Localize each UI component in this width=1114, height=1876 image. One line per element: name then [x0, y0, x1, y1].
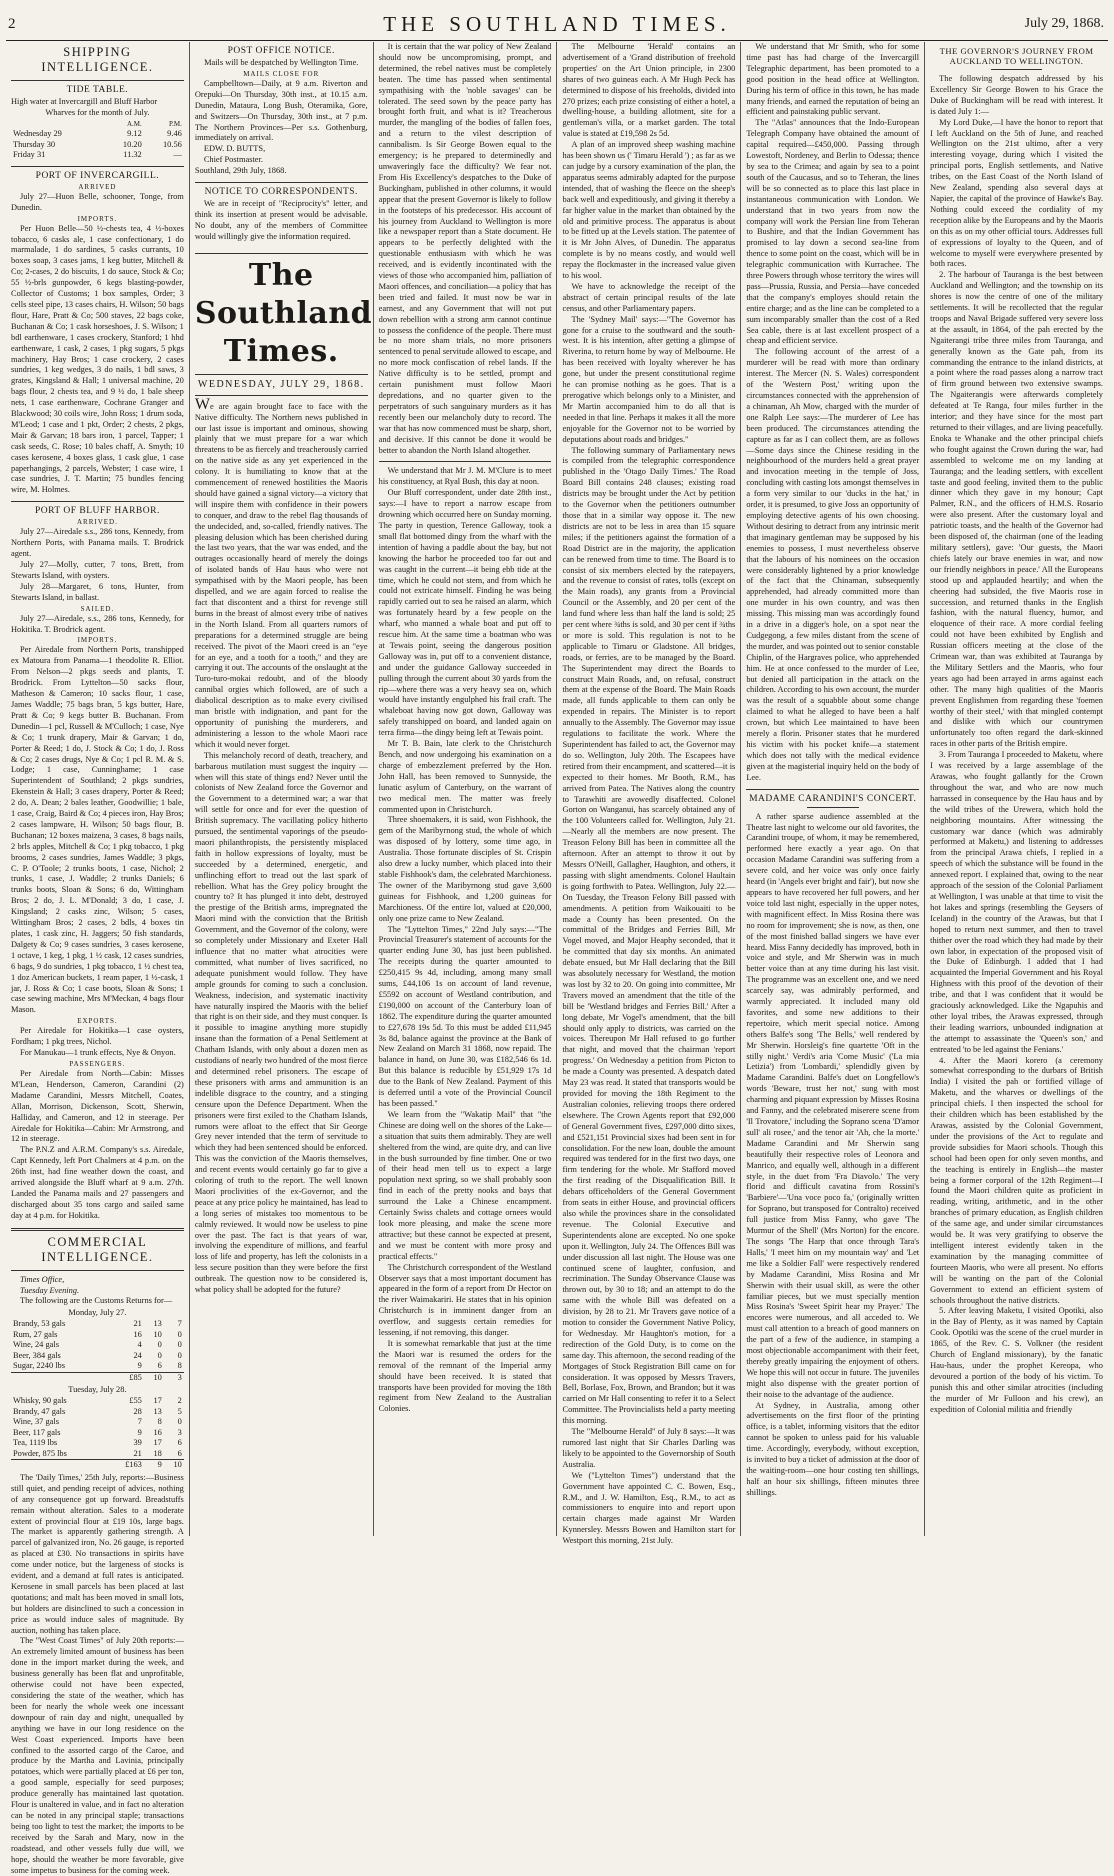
customs-item: Sugar, 2240 lbs — [13, 1361, 66, 1371]
commercial-heading: COMMERCIAL INTELLIGENCE. — [41, 1234, 154, 1264]
customs-pounds: 16 — [133, 1329, 142, 1339]
columns — [6, 42, 1108, 1875]
customs-row — [11, 1428, 184, 1439]
correspondents-heading: NOTICE TO CORRESPONDENTS. — [204, 187, 358, 198]
news-paragraph: The "Atlas" announces that the Indo-European Telegraph Company have obtained the amount of capital required—£450,000. Passing through Lowestoft, Nordeney, and Berlin to Odessa; thence by sea to the Crimea; and again by sea to a point south of the Caucasus, and so to Teheran, the lines will be so connected as to place this last place in instantaneous communication with London. We understand that in two years from now the company will work the Persian line from Teheran to Bushire, and that the Indian Government has promised to lay down a second sea-line from thence to some point on the coast, which will be in telegraphic communication with Kurrachee. The three Powers through whose territory the wires will pass—Prussia, Russia, and Persia—have conceded that the company's employes should retain the entire charge; and as the line can be completed to a sum incomparably smaller than the cost of a Red Sea cable, there is at last excellent prospect of a cheap and efficient service. — [746, 118, 920, 346]
divider — [991, 69, 1043, 70]
news-paragraph: The "Lyttelton Times," 22nd July says:—"The Provincial Treasurer's statement of accounts for the quarter ending June 30, has just been published. The receipts during the quarter amounted to £250,415 9s 4d, including, among many small sums, £44,106 1s on account of land revenue, £5592 on account of Westland contribution, and £190,000 on account of the Canterbury loan of 1862. The expenditure during the quarter amounted to £27,678 19s 5d. To this must be added £11,945 3s 8d, balance against the province at the Bank of New Zealand on March 31 1868, now repaid. The balance in hand, on June 30, was £182,546 6s 1d. But this balance is reducible by £51,929 17s 1d due to the Bank of New Zealand. Payment of this is deferred until a vote of the Provincial Council has been passed." — [378, 924, 552, 1108]
customs-row — [11, 1319, 184, 1330]
customs-row — [11, 1396, 184, 1407]
editorial-paragraph: We are again brought face to face with the Native difficulty. The Northern news published in our last issue is important and ominous, showing plainly that we must prepare for a war which threatens to be as fiercely and treacherously carried on the native side as any yet experienced in the colony. It is humiliating to know that at the commencement of renewed hostilities the Maoris should have gained a signal victory—a victory that will inspire them with confidence in their powers to conquer, and draw to the rebel flag thousands of the undecided, and, so-called, friendly natives. The pleasing delusion which has been cherished during the last two years, that the war was ended, and the outrages occasionally heard of merely the doings of isolated bands of Hau haus who were not sympathised with by the Maori people, has been dispelled, and we are again forced to realise the fact that discontent and a thirst for revenge still burns in the breast of almost every tribe of natives in the North Island. From all quarters rumors of preparations for a determined struggle are being received. The pivot of the Maori creed is an "eye for an eye, and a tooth for a tooth," and they are carrying it out. The accounts of the onslaught at the Turo-turo-mokai redoubt, and of the bloody cannibal orgies which followed, are of such a diabolical description as to make every civilised man bristle with indignation, and pant for the opportunity of punishing the murderers, and administering a lesson to the whole Maori race which it would never forget. — [194, 395, 368, 749]
tide-intro-2: Wharves for the month of July. — [45, 107, 150, 117]
page-number: 2 — [8, 16, 16, 32]
customs-item: Beer, 384 gals — [13, 1350, 61, 1360]
customs-intro: The following are the Customs Returns for— — [20, 1296, 173, 1306]
customs-pence: 5 — [177, 1406, 182, 1416]
news-paragraph: Three shoemakers, it is said, won Fishhook, the gem of the Maribyrnong stud, the whole of which was disposed of by lottery, some time ago, in Australia. Those fortunate disciples of St. Crispin also drew a lucky number, which placed into their stable Fishhook's dam, the celebrated Marchioness. The owner of the Maribyrnong stud gave 3,600 guineas for Fishhook, and 1,200 guineas for Marchioness. Of the entire lot, valued at £20,000, only one prize came to New Zealand. — [378, 815, 552, 923]
customs-shillings: 18 — [153, 1448, 162, 1458]
customs-pounds: 9 — [137, 1427, 142, 1437]
despatch-paragraph: 2. The harbour of Tauranga is the best between Auckland and Wellington; and the township on its shores is now the centre of one of the military settlements. It will be recollected that the regular troops and Naval Brigade suffered very severe loss at the assault, in 1864, of the pah erected by the Ngaiterangi tribe three miles from Tauranga, and generally known as the Gate pah, from its commanding the entrance to the inland districts, at a point where the road passes along a narrow tract of firm ground between two extensive swamps. The Ngaiterangis were afterwards completely defeated at Te Ranga, four miles further in the interior; and they have since for the most part returned to their villages, and are living peacefully. Enoka te Whanake and the other principal chiefs who fought against the Crown during the war, had assembled to welcome me on my landing at Tauranga; and the leading settlers, with excellent taste and good feeling, invited them to the public dinner which they gave in my honour; Capt Palmer, R.N., and the officers of H.M.S. Rosario were also present. After the customary loyal and patriotic toasts, and the health of the Governor had been disposed of, the chairman (one of the leading military settlers), gave: 'Our guests, the Maori chiefs lately our brave enemies in war, and now our friendly neighbors in peace.' All the Europeans stood up and applauded heartily; and when the cheering had subsided, the five Maoris rose in succession, and returned thanks in the English fashion, with the natural fluency, humor, and eloquence of their race. A more cordial feeling could not have been exhibited by English and Russian officers meeting at the close of the Crimean war, than was exhibited at Tauranga by the Military Settlers and the Maoris, who four years ago had been arrayed in arms against each other. The many high qualities of the Maoris prevent Englishmen from regarding these 'foemen worthy of their steel,' with that mingled contempt and dislike with which our countrymen unfortunately too often regard the dark-skinned races in other parts of the British empire. — [930, 270, 1103, 749]
arrival-entry: July 27—Molly, cutter, 7 tons, Brett, from Stewarts Island, with oysters. — [11, 560, 184, 580]
customs-item: Powder, 875 lbs — [13, 1448, 67, 1458]
customs-pounds: 9 — [137, 1361, 142, 1371]
customs-day-label: Tuesday, July 28. — [68, 1385, 127, 1395]
news-paragraph: Our Bluff correspondent, under date 28th inst., says:—I have to report a narrow escape from drowning which occurred here on Sunday morning. The party in question, Terence Galloway, took a small flat bottomed dingy from the wharf with the intention of having a paddle about the bay, but not knowing the harbor he proceeded too far out and was caught in the current—it being ebb tide at the time, which he could not stem, and from which he could not extricate himself. Finding he was being rapidly carried out to sea he raised an alarm, which was fortunately heard by a few people on the wharf, who manned a whale boat and put off to rescue him. At the same time a boatman who was at Tewais point, seeing the dangerous position Galloway was in, put off to a convenient distance, and under the guidance Galloway succeeded in pulling through the current about 30 yards from the rip—where there was a very heavy sea on, which would have instantly engulphed his frail craft. The whaleboat having now got down, Galloway was safely transhipped on board, and landed again on terra firma—the dingy being left at Tewais point. — [378, 488, 552, 738]
tide-row — [11, 140, 184, 151]
tide-intro: High water at Invercargill and Bluff Harbor — [11, 97, 158, 106]
news-paragraph: Mr T. B. Bain, late clerk to the Christchurch Bench, and now undergoing his examination on a charge of embezzlement preferred by the Hon. John Hall, has been removed to Sunnyside, the lunatic asylum of Canterbury, on the warrant of two medical men. The matter was freely commented upon in Christchurch. — [378, 739, 552, 814]
tide-col-am: A.M. — [126, 119, 142, 128]
customs-total-pence: 3 — [164, 1372, 184, 1383]
concert-heading: MADAME CARANDINI'S CONCERT. — [749, 793, 917, 804]
customs-row — [11, 1340, 184, 1351]
concert-paragraph: A rather sparse audience assembled at the Theatre last night to welcome our old favorites, the Carandini troupe, of whom, it may be remembered, performed here exactly a year ago. On that occasion Madame Carandini was suffering from a severe cold, and her voice was only once fairly heard (in 'Angels ever bright and fair'), but now she appears to have recovered her full powers, and her voice told last night, especially in the upper notes, with magnificent effect. In Miss Rosina there was no room for improvement; she is now, as then, one of the most finished ballad singers we have ever heard. Miss Fanny decidedly has improved, both in voice and style, and Mr Sherwin was in much better voice than at any time during his last visit. The programme was an excellent one, and we need scarcely say, was admirably performed, and warmly appreciated. It included many old favorites, and some new additions to their repertoire, which merit special notice. Among others Balfe's song 'The Bells,' well rendered by Mr Sherwin. Horsleig's fine quartette 'Oft in the stilly night.' Verdi's aria 'Come Music' ('La mia Letizia') from 'Lombardi,' splendidly given by Madame Carandini. Balfe's duet on Longfellow's words 'Beware, trust her not,' sung with most charming and piquant expression by Misses Rosina and Fanny, and the celebrated miserere scene from 'Il Trovatore,' including the Soprano scena 'D'amor sull' ali rosee,' and the tenor air 'Ah, che la morte.' Madame Carandini and Mr Sherwin sang beautifully their respective roles of Leonora and Manrico, and equally well, although in a different style, in the duet from 'Fra Diavolo.' The very florid and difficult cavatina from Rossini's 'Barbiere'—'Una voce poco fa,' (originally written for Soprano, but transposed for Contralto) received full justice from Miss Fanny, who gave 'The Murmur of the Shell' (Mrs Norton) for the encore. The songs 'The Harp that once through Tara's Halls,' 'I meet him on my mountain way' and 'Let me like a Soldier Fall' were respectively rendered by Madame Carandini, Miss Rosina and Mr Sherwin with their usual skill, as were the other familiar pieces, but we must specially mention Miss Rosina's 'Sweet Spirit hear my Prayer.' The encores were numerous, and all acceded to. We must call attention to a breach of good manners on the part of a few of the audience, in stamping a most objectionable accompaniment with their feet, thereby greatly impairing the enjoyment of others. We hope this will not occur in future. The juveniles might also dispense with the greater portion of their noise to the advantage of the audience. — [746, 811, 920, 1399]
divider — [11, 80, 184, 81]
customs-shillings: 6 — [157, 1361, 162, 1371]
customs-shillings: 17 — [153, 1396, 162, 1406]
news-paragraph: The following account of the arrest of a murderer will be read with more than ordinary interest. The Mercer (N. S. Wales) correspondent of the 'Western Post,' writing upon the circumstances connected with the apprehension of a chinaman, Ah Mow, charged with the murder of one Ralph Lee says:—The murderer of Lee has been produced. The circumstances attending the capture as far as I can collect them, are as follows—Some days since the Chinese residing in the neighbourhood of the murders held a great prayer and invocation meeting in the temple of Joss, concluding with casting lots amongst themselves in a form very similar to our 'ducks in the hat,' in order, it is presumed, to give Joss an opportunity of employing detective agents of his own choosing. Without desiring to detract from any intrinsic merit that imaginary gentleman may be supposed by his enemies to possess, I must nevertheless observe that the labours of his nominees on the occasion were considerably lightened by a prior knowledge of the fact that the Chinaman, subsequently apprehended, had already committed more than one murder in his own country, and was then missing. This missing man was accordingly found in a drive in a digger's hole, on a spot near the Cudgegong, a few miles distant from the scene of the murder, and was pointed out to senior constable Chiplin, of the Hargraves police, who apprehended him. He at once confessed to the murder of Lee, but denied all participation in the attack on the children. According to his own account, the murder was the result of a squabble about some change claimed to what he alleged to have been a half crown, but which Lee maintained to have been merely a florin. Prisoner states that he murdered his victim with his pocket knife—a statement which does not tally with the medical evidence given at the magisterial inquiry held on the body of Lee. — [746, 347, 920, 782]
customs-pounds: 39 — [133, 1438, 142, 1448]
despatch-paragraph: 5. After leaving Maketu, I visited Opotiki, also in the Bay of Plenty, as it was named by Captain Cook. Opotiki was the scene of the cruel murder in 1865, of the Rev. C. S. Volkner (the resident Church of England missionary), by the fanatic Hau-haus, under the prophet Kereopa, who devoured a portion of the body of his victim. To punish this and other similar atrocities (including the murder of Mr Fulloon and his crew), an expedition of Colonial militia and friendly — [930, 1306, 1103, 1414]
exports-entry: For Manukau—1 trunk effects, Nye & Onyon. — [20, 1048, 176, 1058]
customs-row — [11, 1449, 184, 1460]
imports-text: Per Airedale from Northern Ports, transhipped ex Matoura from Panama—1 theodolite R. Elliot. From Nelson—2 pkgs seeds and plants, T. Brodrick. From Lyttelton—50 sacks flour, Matheson & Cameron; 10 sacks flour, 1 case, James Waddle; 75 bags bran, 5 kgs butter, Hare, Pratt & Co; 9 kegs butter B. Buchanan. From Dunedin—1 pcl, Russell & M'Culloch; 1 case, Nye & Co; 1 trunk drapery, Mair & Garvan; 1 do, Porter & Reed; 1 do, J. Stock & Co; 1 do, J. Ross & Co; 2 cases drugs, Nye & Co; 1 pcl R. M. & S. Lodge; 1 case, Cunninghame; 1 case Superintendent of Southland; 2 pkgs sundries, Ekenstein & Hall; 3 cases drapery, Porter & Reed; 2 do, A. Dean; 2 bales leather, Goodwillie; 1 bale, 1 case, Craig, Baird & Co; 4 pieces iron, Hay Bros; 2 cases lampware, H. Wilson; 50 bags flour, B. Buchanan; 12 boxes maizena, 3 cases, 8 bags nails, 2 brls apples, Mitchell & Co; 1 pkg tobacco, 1 pkg brooms, 2 cases sundries, James Waddle; 3 pkgs, C. P. O'Toole; 2 trunks boots, 1 case, Nichol; 2 trunks, 1 case, J. Waddle; 2 trunks Daniels; 6 trunks boots, Sloan & Sons; 6 do, Wittingham Bros; 2 do, J. L. M'Donald; 3 do, 1 case, J. Kingsland; 2 casks zinc, Wilson; 5 cases, Wittingham Bros; 2 cases, 2 bdls, 4 boxes tin plates, 1 cask zinc, H. Jaggers; 50 fish standards, Dalgety & Co; 9 cases sundries, 3 cases kerosene, 1 octave, 1 keg, 1 pkg, 1 ½ cask, 12 cases sundries, 6 bags, 9 do sundries, 1 pkg tobacco, 1 ½ chest tea, 1 doz American buckets, 1 ream paper, 1 ½-cask, 1 jar, J. Ross & Co; 1 case boots, Sloan & Sons; 1 case sewing machine, Mrs M'Meckan, 4 bags flour Mason. — [11, 645, 184, 1015]
news-paragraph: The Melbourne 'Herald' contains an advertisement of a 'Grand distribution of freehold properties' on the Art Union principle, in 2300 shares of two guineas each. A Mr Hugh Peck has determined to dispose of his freeholds, divided into 270 prizes; each prize consisting of either a hotel, a dwelling-house, a building allotment, site for a gentleman's villa, or a market garden. The total value is stated at £19,598 2s 5d. — [562, 42, 736, 139]
customs-row — [11, 1438, 184, 1449]
office-date: Tuesday Evening. — [20, 1285, 80, 1295]
arrival-entry: July 28—Margaret, 6 tons, Hunter, from Stewarts Island, in ballast. — [11, 581, 184, 602]
customs-shillings: 17 — [153, 1438, 162, 1448]
customs-pence: 0 — [177, 1340, 182, 1350]
customs-pence: 6 — [177, 1448, 182, 1458]
customs-pounds: 7 — [137, 1417, 142, 1427]
customs-pounds: 28 — [133, 1406, 142, 1416]
column-shipping — [6, 42, 190, 1875]
post-office-heading: POST OFFICE NOTICE. — [227, 46, 335, 56]
despatch-paragraph: The following despatch addressed by his Excellency Sir George Bowen to his Grace the Duke of Buckingham will be read with interest. It is dated July 1:— — [930, 74, 1103, 116]
column-parliament — [557, 42, 741, 1546]
post-office-line: Mails will be despatched by Wellington Time. — [204, 58, 359, 67]
news-paragraph: The "Melbourne Herald" of July 8 says:—It was rumored last night that Sir Charles Darling was likely to be appointed to the Governorship of South Australia. — [562, 1427, 736, 1469]
news-paragraph: We ("Lyttelton Times") understand that the Government have appointed C. C. Bowen, Esq., R.M., and J. W. Hamilton, Esq., R.M., to act as commissioners to enquire into and report upon certain charges made against Mr Warden Kynnersley. Messrs Bowen and Hamilton start for Westport this morning, 21st July. — [562, 1470, 736, 1546]
shipping-closing: The P.N.Z and A.R.M. Company's s.s. Airedale, Capt Kennedy, left Port Chalmers at 4 p.m. on the 26th inst, had fine weather down the coast, and arrived alongside the Bluff wharf at 9 a.m. 27th. Landed the Panama mails and 27 passengers and discharged about 35 tons cargo and sailed same day at 4 p.m. for Hokitika. — [11, 1145, 184, 1220]
customs-pence: 6 — [177, 1438, 182, 1448]
customs-item: Whisky, 90 gals — [13, 1396, 67, 1406]
news-paragraph: The 'Sydney Mail' says:—"The Governor has gone for a cruise to the southward and the south-west. It is his intention, after getting a glimpse of Riverina, to return home by way of Melbourne. He has been received with loyalty wherever he has gone, but under the present constitutional regime he can promise nothing as he goes. That is a prerogative which belongs only to a Minister, and Mr Martin accompanied him to do all that is needed in that line. Perhaps it makes it all the more enjoyable for the Governor not to be worried by deputations about roads and bridges." — [562, 314, 736, 444]
divider — [11, 501, 184, 502]
imports-text: Per Huon Belle—50 ½-chests tea, 4 ½-boxes tobacco, 6 casks ale, 1 case confectionary, 1 do marmalade, 1 do sardines, 5 casks currants, 10 boxes soap, 3 cases jams, 1 keg butter, Mitchell & Co; 2-cases, 2 do biscuits, 1 do sauce, Stock & Co; 55 ½-brls gunpowder, 6 kegs blasting-powder, Collector of Customs; 1 box samples, Order; 3 cells steel pipe, 13 cases chairs, H. Wilson; 50 bags flour, Hare, Pratt & Co; 500 staves, 22 bags coke, Buchanan & Co; 1 cask horseshoes, J. S. Wilson; 1 bdl earthenware, 1 cases crockery, Stanford; 1 hhd earthenware, 1 cask, 2 cases, 1 pkg sugars, 5 pkgs machinery, Hay Bros; 1 case crockery, 2 cases sundries, 1 keg wedges, 3 do nails, 1 bdl saws, 3 grates, Kingsland & Hall; 1 universal machine, 20 bags flour, 2 chests tea, and 9 ½ do, 1 bale sheep nets, 1 case earthenware, Cochrane Granger and Blackwood; 30 coils wire, John Ross; 1 drum soda, M'Leod; 1 case and 1 pkt, Order; 2 chests, 2 pkgs, Mair & Garvan; 18 bars iron, 1 parcel, Tapper; 1 cask seeds, C. Rose; 10 bales chaff, A. Smyth; 10 cases kerosene, 4 boxes glass, 1 cask glue, 1 case paperhangings, 2 parcels, Webster; 1 case wire, 1 case sundries, J. T. Martin; 75 bundles fencing wire, M. Holmes. — [11, 223, 184, 495]
column-governor-journey — [925, 42, 1108, 1536]
customs-total-row — [11, 1460, 184, 1471]
customs-item: Brandy, 53 gals — [13, 1319, 66, 1329]
arrival-entry: July 27—Huon Belle, schooner, Tonge, from Dunedin. — [11, 191, 184, 212]
passengers-text: Per Airedale from North—Cabin: Misses M'Lean, Henderson, Cameron, Carandini (2) Madame Carandini, Messrs Mitchell, Coates, Allan, Morrison, Dickenson, Scott, Sherwin, Halliday, and Cameron, and 12 in steerage. Per Airedale for Hokitika—Cabin: Mr Armstrong, and 12 in steerage. — [11, 1068, 184, 1144]
customs-shillings: 16 — [153, 1427, 162, 1437]
post-office-body: Campbelltown—Daily, at 9 a.m. Riverton and Orepuki—On Thursday, 30th inst., at 10.15 a.m. Dunedin, Mataura, Long Bush, Oteramika, Gore, and Switzers—On Thursday, 30th inst., at 7 p.m. The Northern Provinces—Per s.s. Gothenburg, immediately on arrival. — [194, 78, 368, 143]
masthead — [6, 10, 1108, 41]
office-line: Times Office, — [20, 1274, 65, 1284]
tide-am: 9.12 — [127, 129, 142, 139]
tide-am: 11.32 — [123, 150, 142, 160]
divider — [379, 461, 552, 462]
tide-col-pm: P.M. — [168, 119, 182, 128]
exports-entry: Per Airedale for Hokitika—1 case oysters, Fordham; 1 pkg trees, Nichol. — [11, 1026, 184, 1047]
arrived-label: ARRIVED — [78, 182, 117, 191]
customs-shillings: 13 — [153, 1319, 162, 1329]
customs-pounds: 21 — [133, 1448, 142, 1458]
correspondents-body: We are in receipt of "Reciprocity's" letter, and think its insertion at present would be advisable. No doubt, any of the members of Committee would willingly give the information required. — [194, 199, 368, 241]
customs-row — [11, 1351, 184, 1362]
customs-shillings: 0 — [157, 1340, 162, 1350]
despatch-paragraph: My Lord Duke,—I have the honor to report that I left Auckland on the 5th of June, and reached Wellington on the 21st ultimo, after a very interesting voyage, during which I visited the principal ports, English settlements, and Native tribes, on the East Coast of the North Island of New Zealand, spending also several days at Napier, the capital of the province of Hawke's Bay. Nothing could exceed the cordiality of my reception alike by the Europeans and by the Maoris on this as on my other official tours. Addresses full of expressions of loyalty to the Queen, and of welcome to myself were everywhere presented by both races. — [930, 117, 1103, 269]
tide-day: Wednesday 29 — [13, 129, 62, 139]
column-editorial — [190, 42, 374, 1536]
imports-label: IMPORTS. — [77, 214, 118, 223]
column-local-news — [374, 42, 558, 1536]
customs-pounds: 4 — [137, 1340, 142, 1350]
customs-pence: 3 — [177, 1427, 182, 1437]
customs-total-pounds: £163 — [125, 1460, 142, 1470]
customs-row — [11, 1330, 184, 1341]
tide-header-row — [11, 119, 184, 130]
column-telegraph-concert — [741, 42, 925, 1536]
customs-pence: 7 — [177, 1319, 182, 1329]
customs-row — [11, 1361, 184, 1372]
imports-label: IMPORTS. — [77, 636, 118, 645]
editorial-date: WEDNESDAY, JULY 29, 1868. — [197, 378, 365, 390]
tide-am: 10.20 — [122, 139, 142, 149]
customs-shillings: 13 — [153, 1406, 162, 1416]
customs-row — [11, 1417, 184, 1428]
tide-row — [11, 129, 184, 140]
customs-pence: 0 — [177, 1350, 182, 1360]
customs-pence: 0 — [177, 1417, 182, 1427]
tide-pm: 9.46 — [167, 129, 182, 139]
customs-shillings: 8 — [157, 1417, 162, 1427]
divider — [11, 1270, 184, 1271]
news-paragraph: At Sydney, in Australia, among other advertisements on the first floor of the printing office, is a tablet, informing visitors that the editor cannot be spoken to unless paid for his valuable time. Accordingly, everybody, without exception, is invited to buy a ticket of admission at the door of the waiting-room—one hour costing ten shillings, half an hour six shillings, fifteen minutes three shillings. — [746, 1400, 920, 1497]
shipping-heading: SHIPPING INTELLIGENCE. — [41, 45, 154, 74]
sailed-entry: July 27—Airedale, s.s., 286 tons, Kennedy, for Hokitika. T. Brodrick agent. — [11, 613, 184, 634]
passengers-label: PASSENGERS. — [69, 1059, 126, 1068]
tide-heading: TIDE TABLE. — [66, 85, 129, 95]
sailed-label: SAILED. — [80, 604, 115, 613]
customs-total-pence: 10 — [164, 1460, 184, 1471]
customs-item: Wine, 37 gals — [13, 1417, 59, 1427]
customs-total-row — [11, 1372, 184, 1383]
customs-shillings: 0 — [157, 1350, 162, 1360]
customs-item: Rum, 27 gals — [13, 1329, 58, 1339]
invercargill-heading: PORT OF INVERCARGILL. — [35, 170, 160, 181]
arrival-entry: July 27—Airedale s.s., 286 tons, Kennedy, from Northern Ports, with Panama mails. T. Brodrick agent. — [11, 527, 184, 559]
news-paragraph: The following summary of Parliamentary news is compiled from the telegraphic correspondence published in the 'Otago Daily Times.' The Road Board Bill contains 248 clauses; existing road districts may be brought under the Act by petition to the Governor when the petitioners outnumber those that in a similar way oppose it. The new districts are not to be less in area than 15 square miles; if the petitioners against the formation of a Road District are in the majority, the application can be renewed from time to time. The Board is to consist of six members elected by the ratepayers, and the revenue to consist of rates, tolls (except on the Main roads), any grants from a Provincial Council or the Assembly, and 20 per cent of the land fund where less than half the land is sold; 25 per cent where ¾ths is sold, and 30 per cent if ¾ths or more is sold. This regulation is not to be applicable to Timaru or Gladstone. All bridges, roads, or ferries, are to be managed by the Board. The Superintendent may direct the Boards to construct Main Roads, and, on refusal, construct them at the expense of the Board. The Main Roads made, all funds applicable to them can only be expended in repairs. The Minister is to report annually to the Assembly. The Governor may issue regulations to facilitate the work. Where the Superintendent has failed to act, the Governor may do so. Wellington, July 20th. The Escapees have retired from their encampment, and scattered—it is expected to their homes. Mr Booth, R.M., has arrived from Patea. The Natives along the country to Tarawhiti are avowedly disaffected. Colonel Gorton on Wanganui, has scarcely obtained any of the 100 Volunteers called for. Wellington, July 21.—Nearly all the members are now present. The Treason Felony Bill has been in committee all the afternoon. After an attempt to throw it out by Messrs O'Neill, Gallagher, Haughton, and others, it passing with slight amendments. Colonel Haultain is going forthwith to Patea. Wellington, July 22.—On Tuesday, the Treason Felony Bill passed with amendments. A petition from Waikouaiti to be made a County has been presented. On the committal of the Bridges and Ferries Bill, Mr Vogel moved, and Major Heaphy seconded, that it be committed that day six months. An animated debate ensued, but Mr Hall declaring that the Bill was absolutely necessary for Westland, the motion was lost by 32 to 20. On going into committee, Mr Travers moved an amendment that the title of the bill be 'Westland bridges and Ferries Bill.' After a long debate, Mr Vogel's amendment, that the bill should only apply to districts, was carried on the voices. Thereupon Mr Hall refused to go further that night, and moved that the chairman 'report progress.' On Wednesday a petition from Picton to be made a County was presented. A despatch dated May 23 was read. It stated that transports would be provided for moving the 18th Regiment to the Australian colonies, relieving troops there ordered elsewhere. The Crown Agents report that £92,000 of General Government fives, £297,000 ditto sixes, and £521,151 Provincial sixes had been sent in for consolidation. For the new loan, double the amount required was tendered for in the first two days, one firm tendering for the whole. Mr Stafford moved the first reading of the Disqualification Bill. It debars officeholders of the General Government from seats in either House, and provincial officers also while the provinces share in the consolidated revenue. The Colonial Executive and Superintendents alone are excepted. No one spoke upon it. Wellington, July 24. The Offences Bill was under discussion all last night. The House was one continued scene of laughter, confusion, and recrimination. The Sunday Observance Clause was thrown out, by 30 to 18; and an attempt to do the same with the whole Bill was defeated on a division, by 28 to 21. Mr Travers gave notice of a motion to consider the Government Native Policy, for Wednesday. Mr Haughton's motion, for a redirection of the Gold Duty, is to come on the same day. This afternoon, the second reading of the Mortgages of Stock Registration Bill came on for consideration. It was opposed by Messrs Travers, Bell, Borlase, Fox, Brown, and Brandon; but it was carried on Mr Hall consenting to refer it to a Select Committee. The Provincialists held a party meeting this morning. — [562, 445, 736, 1426]
customs-shillings: 10 — [153, 1329, 162, 1339]
divider — [807, 807, 859, 808]
editorial-paragraph: It is certain that the war policy of New Zealand should now be uncompromising, prompt, and determined, the rebel natives must be completely beaten. The time has passed when sentimental sympathising with the 'noble savages' can be tolerated. The seed sown by the peace party has brought forth fruit, and what is it? Treacherous murder, the mangling of the bodies of fallen foes, and a return to the vilest description of cannibalism. Is Sir George Bowen equal to the emergency; is he prepared to determinedly and unwaveringly face the difficulty? We fear not. From His Excellency's despatches to the Duke of Buckingham, published in other columns, it would appear that the present Governor is likely to follow in the footsteps of his predecessor. His account of his journey from Auckland to Wellington is more like a newspaper report than a State document. He appears to be perfectly delighted with the questionable enthusiasm with which he was received, and is evidently incontinated with the views of those who accompanied him, palliation of Maori offences, and conciliation—a policy that has been tried and failed. It must now be war in earnest, and any Government that will not put down rebellion with a strong arm cannot continue to possess the confidence of the people. There must be no more sham trials, no more prisoners sentenced to penal servitude allowed to escape, and no more mock confiscation of rebel lands. If the Native difficulty is to be settled, prompt and certain punishment must follow Maori depredations, and no quarter given to the perpetrators of such sanguinary murders as it has recently been our melancholy duty to record. The war that has now commenced must be sharp, short, and decisive. If this cannot be done it would be better to abandon the North Island altogether. — [378, 42, 552, 455]
tide-row — [11, 150, 184, 161]
customs-total-pounds: £85 — [124, 1372, 144, 1383]
tide-day: Friday 31 — [13, 150, 46, 160]
customs-total-shillings: 9 — [144, 1460, 164, 1471]
despatch-paragraph: 4. After the Maori korero (a ceremony somewhat corresponding to the durbars of British India) I visited the pah or fortified village of Maketu, and the wharves or dwellings of the principal chiefs. I then inspected the school for their children which has been established by the Arawas, assisted by the Colonial Government, under the provisions of the Act to regulate and provide subsidies for Maori schools. Though this school had been open for only seven months, and the teaching is entirely in English—the master being a former corporal of the 12th Regiment—I found the Maori children quite as proficient in reading, writing, arithmetic, and in the other branches of primary education, as English children of the same age, and under similar circumstances would be. It was very gratifying to observe the intelligent interest evidently taken in the examination by the managing committee of fourteen Maoris, who were all present. No efforts will be wanting on the part of the Colonial Government to extend an efficient system of schools throughout the native districts. — [930, 1055, 1103, 1305]
news-paragraph: We learn from the "Wakatip Mail" that "the Chinese are doing well on the shores of the Lake—a situation that suits them admirably. They are well sheltered from the wind, are quite dry, and can live in the bush surrounded by fine timber. One or two of their head men tell us to expect a large population next spring, so we shall probably soon find in each of the pretty nooks and bays that surround the Lake a Chinese encampment. Certainly Swiss chalets and cottage ornees would look more pleasing, and make the scene more attractive; but these cannot be expected at present, and we must be content with more prosy and practical effects." — [378, 1109, 552, 1261]
governor-heading: THE GOVERNOR'S JOURNEY FROM AUCKLAND TO WELLINGTON. — [939, 46, 1094, 66]
customs-pounds: £55 — [129, 1396, 142, 1406]
market-report: The "West Coast Times" of July 20th reports:—An extremely limited amount of business has been done in the import market during the week, and business generally has been flat and unprofitable, otherwise could not have been expected, considering the state of the weather, which has been for nearly the whole week one incessant downpour of rain day and night, unequalled by anything we have in our long residence on the West Coast experienced. Imports have been confined to the assorted cargo of the Caroe, and produce by the Martha and Lavinia, principally potatoes, which were partially placed at £6 per ton, a good sample, especially for seed purposes; produce generally has maintained last quotation. Flour is unaltered in value, and in fact no alteration can be noted in any principal staple; transactions being too light to test the market; the imports to be received by the Sarah and Mary, now in the roadstead, and other vessels fully due will, we hope, should the weather be more favorable, give some impetus to business for the coming week. — [11, 1636, 184, 1875]
news-paragraph: The Christchurch correspondent of the Westland Observer says that a most important document has appeared in the form of a report from Dr Hector on the river Waimakariri. He states that in his opinion Christchurch is in imminent danger from an overflow, and suggests certain remedies for lessening, if not removing, this danger. — [378, 1262, 552, 1338]
tide-day: Thursday 30 — [13, 139, 56, 149]
news-paragraph: We have to acknowledge the receipt of the abstract of certain principal results of the late census, and other Parliamentary papers. — [562, 281, 736, 313]
customs-table-monday — [11, 1319, 184, 1383]
news-paragraph: We understand that Mr Smith, who for some time past has had charge of the Invercargill Telegraphic department, has been promoted to a good position in the head office at Wellington. During his term of office in this town, he has made many friends, and earned the reputation of being an efficient and painstaking public servant. — [746, 42, 920, 117]
customs-table-tuesday — [11, 1396, 184, 1471]
customs-item: Tea, 1119 lbs — [13, 1438, 58, 1448]
post-office-signature: EDW. D. BUTTS, — [203, 144, 266, 154]
divider — [11, 1228, 184, 1231]
news-paragraph: It is somewhat remarkable that just at the time the Maori war is resumed the orders for the removal of the remnant of the Imperial army should have been received. It is stated that transports have been provided for moving the 18th regiment from New Zealand to the Australian Colonies. — [378, 1338, 552, 1414]
tide-table — [11, 119, 184, 161]
editorial-paragraph: This melancholy record of death, treachery, and barbarous mutilation must suggest the inquiry —when will this state of things end? Never until the colonists of New Zealand force the Governor and the Government to a determined war; a war that will settle for once and for ever the question of British supremacy. The vacillating policy hitherto pursued, the sentimental vaporings of the pseudo-maori philanthropists, the persistently misplaced faith in hollow expressions of loyalty, must be succeeded by a determined, energetic, and unflinching effort to tread out the last spark of rebellion. What has the Grey policy brought the country to? It has plunged it into debt, destroyed the prestige of the British arms, impregnated the Maori mind with the conviction that the British Government, and the Governor of the colony, were so completely under Missionary and Exeter Hall influence that no matter what atrocities were committed, what number of lives sacrificed, no adequate punishment would follow. They have ample grounds for coming to such a conclusion. Weakness, indecision, and systematic inactivity have naturally inspired the Maoris with the belief that right is on their side, and they must conquer. Is it possible to imagine anything more stupidly insane than the formation of a Penal Settlement at Chatham Islands, with only about a dozen men as custodians of nearly two hundred of the most fierce and determined rebel prisoners. The escape of these prisoners with arms and ammunition is an indelible disgrace to the country, and a stinging censure upon the Defence Department. When the prisoners were first exiled to the Chatham Islands, rumors were afloat to the effect that Sir George Grey never intended that the term of servitude to which they had been sentenced should be enforced. This was the conviction of the Maoris themselves, and recent events would certainly go far to give a coloring of truth to the report. The well known Maori proclivities of the ex-Governor, and the peace at any price policy he maintained, has lead to a long series of mistakes too momentous to be calmly reviewed. It would now be useless to pine over the past. The fact is that years of war, involving the expenditure of millions, and fearful loss of life and property, has left the colonists in a less secure position than they were before the first outbreak. The question now to be considered is, what policy shall be adopted for the future? — [194, 750, 368, 1295]
customs-pence: 0 — [177, 1329, 182, 1339]
customs-pence: 2 — [177, 1396, 182, 1406]
mails-close-label: MAILS CLOSE FOR — [243, 69, 320, 78]
customs-item: Brandy, 47 gals — [13, 1406, 66, 1416]
customs-item: Beer, 117 gals — [13, 1427, 61, 1437]
bluff-heading: PORT OF BLUFF HARBOR. — [34, 506, 160, 517]
divider — [195, 395, 368, 396]
post-office-date: Southland, 29th July, 1868. — [194, 166, 287, 176]
tide-pm: 10.56 — [162, 139, 182, 149]
customs-pence: 8 — [177, 1361, 182, 1371]
customs-pounds: 21 — [133, 1319, 142, 1329]
newspaper-title: THE SOUTHLAND TIMES. — [383, 12, 731, 36]
divider — [11, 166, 184, 167]
customs-row — [11, 1407, 184, 1418]
issue-date: July 29, 1868. — [1024, 16, 1104, 31]
divider — [195, 182, 368, 183]
arrived-label: ARRIVED. — [76, 518, 118, 527]
post-office-signature-title: Chief Postmaster. — [203, 155, 263, 165]
editorial-flag: The Southland Times. — [195, 253, 368, 375]
market-report: The 'Daily Times,' 25th July, reports:—Business still quiet, and pending receipt of advices, nothing of any consequence got up forward. Breadstuffs remain without alteration. Sales to a moderate extent of provincial flour at £19 10s, large bags. The market is apparently gathering strength. A parcel of galvanized iron, No. 26 gauge, is reported as placed at £30. No transactions in spirits have come under notice, but the largeness of stocks is evident, and a demand at full rates is anticipated. Kerosene in small parcels has been placed at last quotations; and malt has been moved in small lots, but holders are disinclined to such a concession in price as would induce sales of magnitude. By auction, nothing has taken place. — [11, 1472, 184, 1635]
customs-item: Wine, 24 gals — [13, 1340, 59, 1350]
customs-day-label: Monday, July 27. — [68, 1308, 127, 1318]
tide-pm: — — [173, 150, 182, 160]
exports-label: EXPORTS. — [77, 1017, 118, 1026]
customs-total-shillings: 10 — [144, 1372, 164, 1383]
news-paragraph: A plan of an improved sheep washing machine has been shown us (' Timaru Herald ') ; as far as we can judge by a cursory examination of the plan, the apparatus seems admirably adapted for the purpose intended, that of washing the fleece on the sheep's back well and expeditiously, and giving it thereby a far higher value in the market than obtained by the old and primitive process. The apparatus is about to be fitted up at the Levels station. The patentee of it is Mr John Alves, of Dunedin. The apparatus complete is by no means costly, and would well repay the flockmaster in the increased value given to his wool. — [562, 140, 736, 281]
news-paragraph: We understand that Mr J. M. M'Clure is to meet his constituency, at Ryal Bush, this day at noon. — [378, 466, 552, 487]
divider — [746, 789, 919, 790]
customs-pounds: 24 — [133, 1350, 142, 1360]
despatch-paragraph: 3. From Tauranga I proceeded to Maketu, where I was received by a large assemblage of the Arawas, who fought gallantly for the Crown throughout the war, and who are now much harrassed in consequence by the Hau haus and by the wild tribes of the Urewera, which hold the neighboring mountains. After witnessing the customary war dance (which was admirably performed at Maketu,) and listening to addresses from the principal Arawa chiefs, I replied in a speech of which the substance will be found in the annexed report. I explained that, owing to the near approach of the session of the Colonial Parliament at Wellington, I was unable at that time to visit the hot lakes and springs (resembling the Geysers of Iceland) in the country of the Arawas, but that I hoped to return next summer, and then to travel thither over the road which they had made by their own labor, in expectation of the proposed visit of the Duke of Edinburgh. I added that I had acquainted the Imperial Government and his Royal Highness with this proof of the devotion of their tribe, and that I was confident that it would be graciously acknowledged. Like the Ngapuhis and other loyal tribes, the Arawas expressed, through their leading warriors, unbounded indignation at the attempt to assassinate the 'Queen's son,' and entreated 'to be led against the Fenians.' — [930, 750, 1103, 1054]
